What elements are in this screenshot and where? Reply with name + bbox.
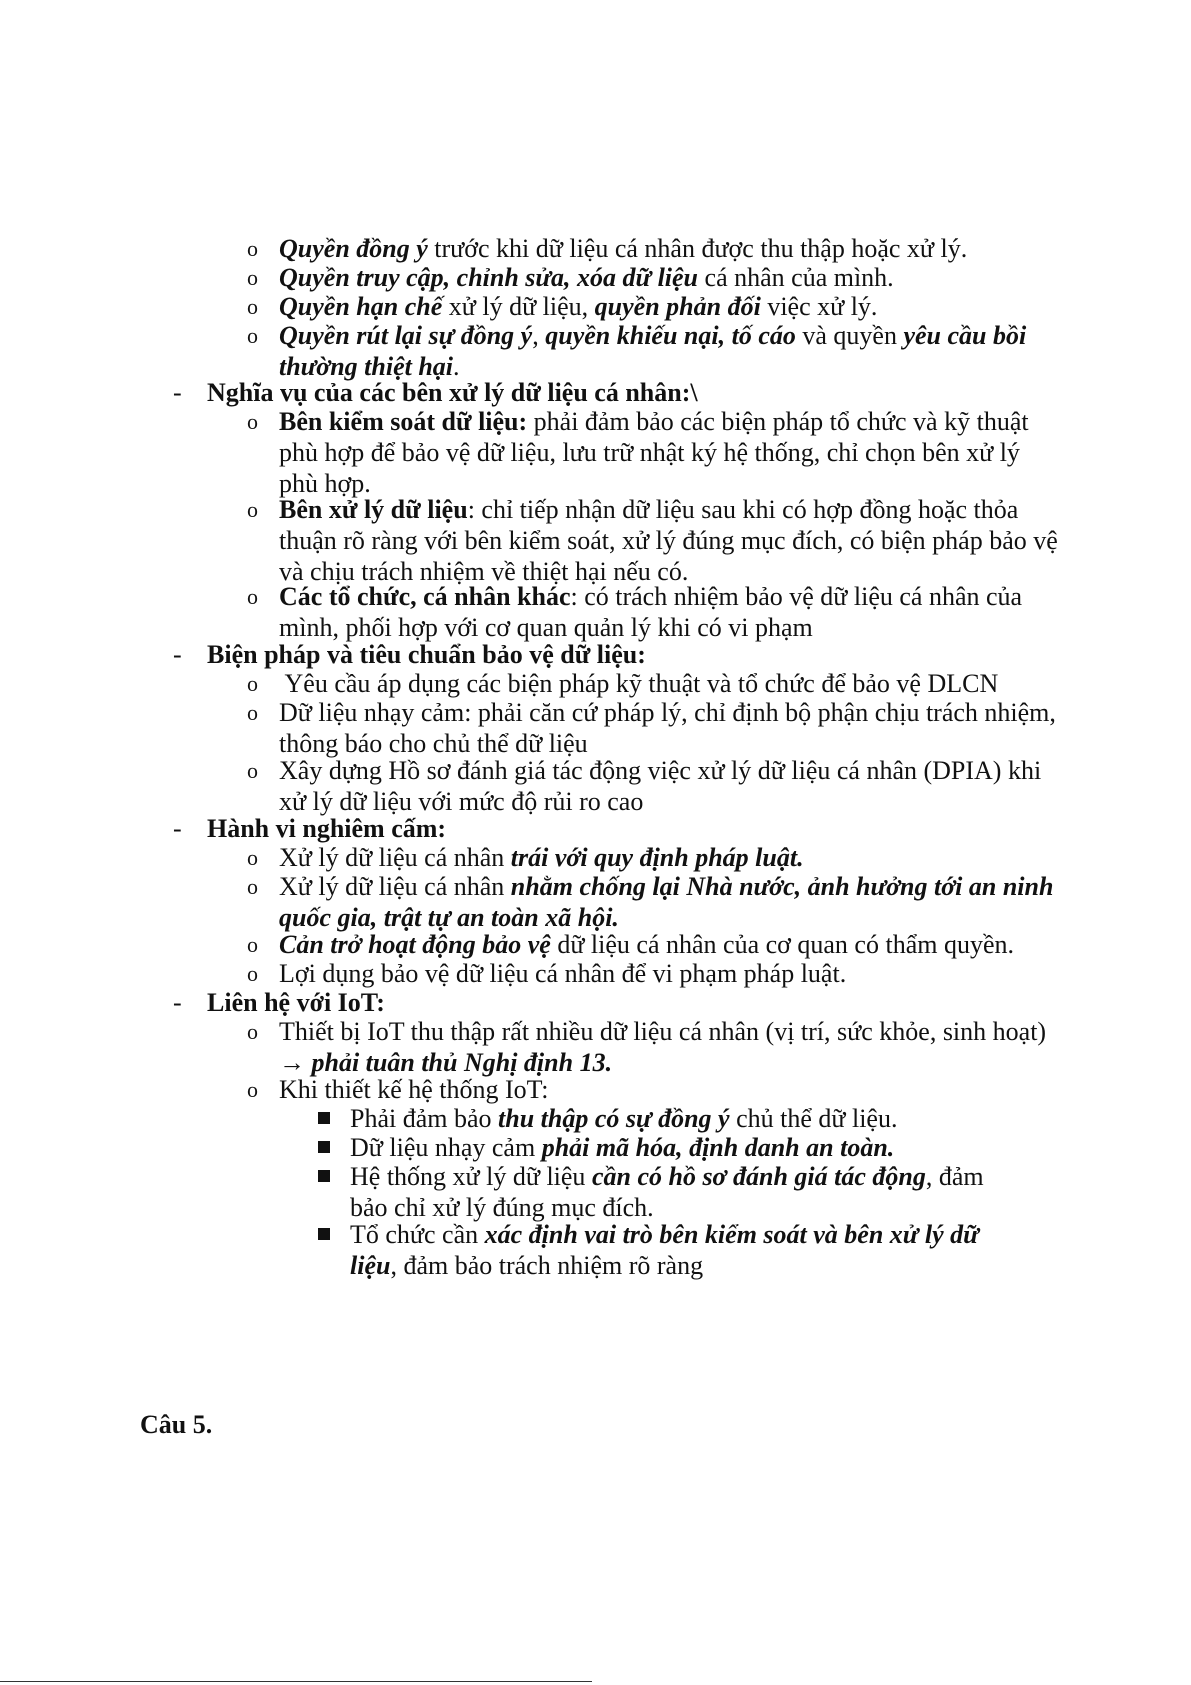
obligation-processor: Bên xử lý dữ liệu: chỉ tiếp nhận dữ liệu sau khi có hợp đồng hoặc thỏa thuận rõ ràng với bên kiểm soát, xử lý đúng mục đích, có biện pháp bảo vệ và chịu trách nhiệm về thiệt hại nếu có. [279,495,1058,586]
square-bullet-icon [318,1112,330,1124]
obligations-heading: Nghĩa vụ của các bên xử lý dữ liệu cá nhân:\ [207,378,698,407]
prohibited-item: Xử lý dữ liệu cá nhân nhằm chống lại Nhà nước, ảnh hưởng tới an ninh quốc gia, trật tự an toàn xã hội. [279,872,1054,932]
dash-bullet: - [173,378,182,407]
iot-item: Thiết bị IoT thu thập rất nhiều dữ liệu cá nhân (vị trí, sức khỏe, sinh hoạt) → phải tuân thủ Nghị định 13. [279,1017,1047,1077]
right-withdraw: Quyền rút lại sự đồng ý, quyền khiếu nại, tố cáo và quyền yêu cầu bồi thường thiệt hại. [279,321,1027,381]
prohibited-item: Cản trở hoạt động bảo vệ dữ liệu cá nhân của cơ quan có thẩm quyền. [279,930,1015,959]
measure-item: Xây dựng Hồ sơ đánh giá tác động việc xử lý dữ liệu cá nhân (DPIA) khi xử lý dữ liệu với mức độ rủi ro cao [279,756,1042,816]
iot-item: Khi thiết kế hệ thống IoT: [279,1075,549,1104]
circle-bullet-icon: o [247,845,258,870]
right-restrict: Quyền hạn chế xử lý dữ liệu, quyền phản đối việc xử lý. [279,292,878,321]
measure-item: Yêu cầu áp dụng các biện pháp kỹ thuật và tổ chức để bảo vệ DLCN [279,669,999,698]
obligation-controller: Bên kiểm soát dữ liệu: phải đảm bảo các biện pháp tổ chức và kỹ thuật phù hợp để bảo vệ dữ liệu, lưu trữ nhật ký hệ thống, chỉ chọn bên xử lý phù hợp. [279,407,1029,498]
square-bullet-icon [318,1141,330,1153]
iot-sub-item: Tổ chức cần xác định vai trò bên kiểm soát và bên xử lý dữ liệu, đảm bảo trách nhiệm rõ ràng [350,1220,979,1280]
square-bullet-icon [318,1228,330,1240]
prohibited-heading: Hành vi nghiêm cấm: [207,814,447,843]
prohibited-item: Xử lý dữ liệu cá nhân trái với quy định pháp luật. [279,843,804,872]
circle-bullet-icon: o [247,409,258,434]
circle-bullet-icon: o [247,323,258,348]
circle-bullet-icon: o [247,236,258,261]
circle-bullet-icon: o [247,497,258,522]
circle-bullet-icon: o [247,1077,258,1102]
dash-bullet: - [173,814,182,843]
circle-bullet-icon: o [247,700,258,725]
circle-bullet-icon: o [247,1019,258,1044]
measures-heading: Biện pháp và tiêu chuẩn bảo vệ dữ liệu: [207,640,646,669]
iot-heading: Liên hệ với IoT: [207,988,385,1017]
circle-bullet-icon: o [247,671,258,696]
measure-item: Dữ liệu nhạy cảm: phải căn cứ pháp lý, chỉ định bộ phận chịu trách nhiệm, thông báo cho chủ thể dữ liệu [279,698,1056,758]
footer-rule [0,1681,592,1682]
right-access: Quyền truy cập, chỉnh sửa, xóa dữ liệu cá nhân của mình. [279,263,894,292]
right-consent: Quyền đồng ý trước khi dữ liệu cá nhân được thu thập hoặc xử lý. [279,234,968,263]
circle-bullet-icon: o [247,584,258,609]
circle-bullet-icon: o [247,294,258,319]
iot-sub-item: Hệ thống xử lý dữ liệu cần có hồ sơ đánh giá tác động, đảm bảo chỉ xử lý đúng mục đích. [350,1162,984,1222]
prohibited-item: Lợi dụng bảo vệ dữ liệu cá nhân để vi phạm pháp luật. [279,959,847,988]
dash-bullet: - [173,988,182,1017]
circle-bullet-icon: o [247,961,258,986]
circle-bullet-icon: o [247,265,258,290]
iot-sub-item: Dữ liệu nhạy cảm phải mã hóa, định danh an toàn. [350,1133,895,1162]
square-bullet-icon [318,1170,330,1182]
obligation-others: Các tổ chức, cá nhân khác: có trách nhiệm bảo vệ dữ liệu cá nhân của mình, phối hợp với cơ quan quản lý khi có vi phạm [279,582,1023,642]
next-question-heading: Câu 5. [140,1410,213,1439]
circle-bullet-icon: o [247,874,258,899]
dash-bullet: - [173,640,182,669]
circle-bullet-icon: o [247,932,258,957]
circle-bullet-icon: o [247,758,258,783]
iot-sub-item: Phải đảm bảo thu thập có sự đồng ý chủ thể dữ liệu. [350,1104,898,1133]
